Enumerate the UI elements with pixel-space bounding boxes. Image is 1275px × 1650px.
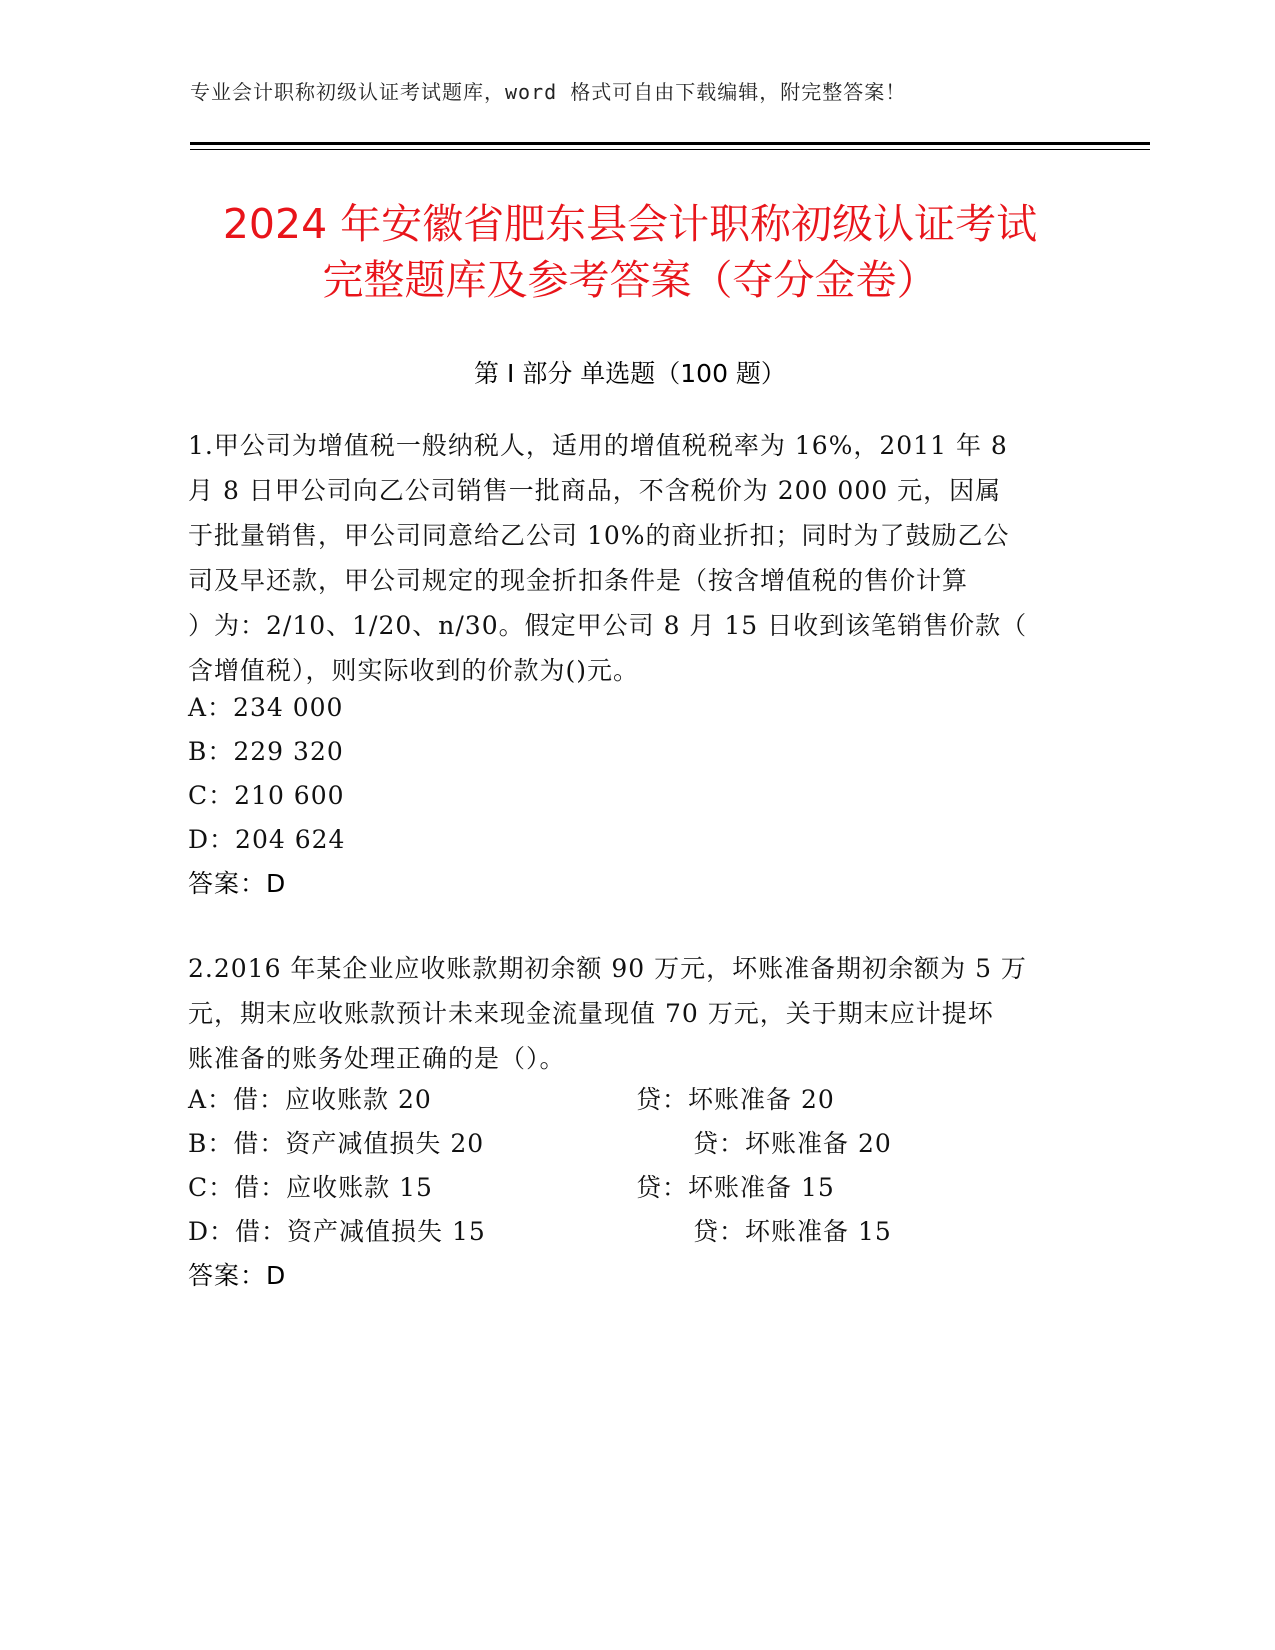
question-line: 2.2016 年某企业应收账款期初余额 90 万元，坏账准备期初余额为 5 万 [188,954,1027,983]
question-2-text [188,946,1068,1081]
section-heading: 第 I 部分 单选题（100 题） [474,359,786,388]
question-2-option-d [188,1212,892,1248]
header-note: 专业会计职称初级认证考试题库，word 格式可自由下载编辑，附完整答案！ [190,80,907,104]
question-line: 月 8 日甲公司向乙公司销售一批商品，不含税价为 200 000 元，因属 [188,476,1002,505]
option-debit: C：借：应收账款 15 [188,1173,433,1202]
question-2-option-c [188,1168,835,1204]
question-line: 于批量销售，甲公司同意给乙公司 10%的商业折扣；同时为了鼓励乙公 [188,521,1010,550]
question-line: ）为：2/10、1/20、n/30。假定甲公司 8 月 15 日收到该笔销售价款（ [188,611,1028,640]
question-1-answer: 答案：D [188,869,287,898]
question-line: 1.甲公司为增值税一般纳税人，适用的增值税税率为 16%，2011 年 8 [188,431,1008,460]
question-1-option-c: C：210 600 [188,781,345,810]
option-credit: 贷：坏账准备 20 [693,1129,892,1158]
question-1-option-d: D：204 624 [188,825,346,854]
question-1-text [188,423,1068,693]
option-credit: 贷：坏账准备 20 [636,1085,835,1114]
title-line-1: 2024 年安徽省肥东县会计职称初级认证考试 [222,200,1038,248]
question-line: 元，期末应收账款预计未来现金流量现值 70 万元，关于期末应计提坏 [188,999,994,1028]
option-credit: 贷：坏账准备 15 [636,1173,835,1202]
header-rule-thick [190,142,1150,145]
question-2-option-b [188,1124,892,1160]
question-1-option-b: B：229 320 [188,737,344,766]
option-debit: D：借：资产减值损失 15 [188,1217,486,1246]
option-debit: B：借：资产减值损失 20 [188,1129,485,1158]
header-rule-thin [190,149,1150,150]
question-line: 账准备的账务处理正确的是（）。 [188,1044,566,1073]
question-2-option-a [188,1080,835,1116]
option-credit: 贷：坏账准备 15 [693,1217,892,1246]
question-1-option-a: A：234 000 [188,693,344,722]
option-debit: A：借：应收账款 20 [188,1085,432,1114]
question-line: 司及早还款，甲公司规定的现金折扣条件是（按含增值税的售价计算 [188,566,969,595]
document-title [180,196,1080,308]
title-line-2: 完整题库及参考答案（夺分金卷） [322,256,938,304]
question-line: 含增值税），则实际收到的价款为()元。 [188,656,640,685]
question-2-answer: 答案：D [188,1261,287,1290]
